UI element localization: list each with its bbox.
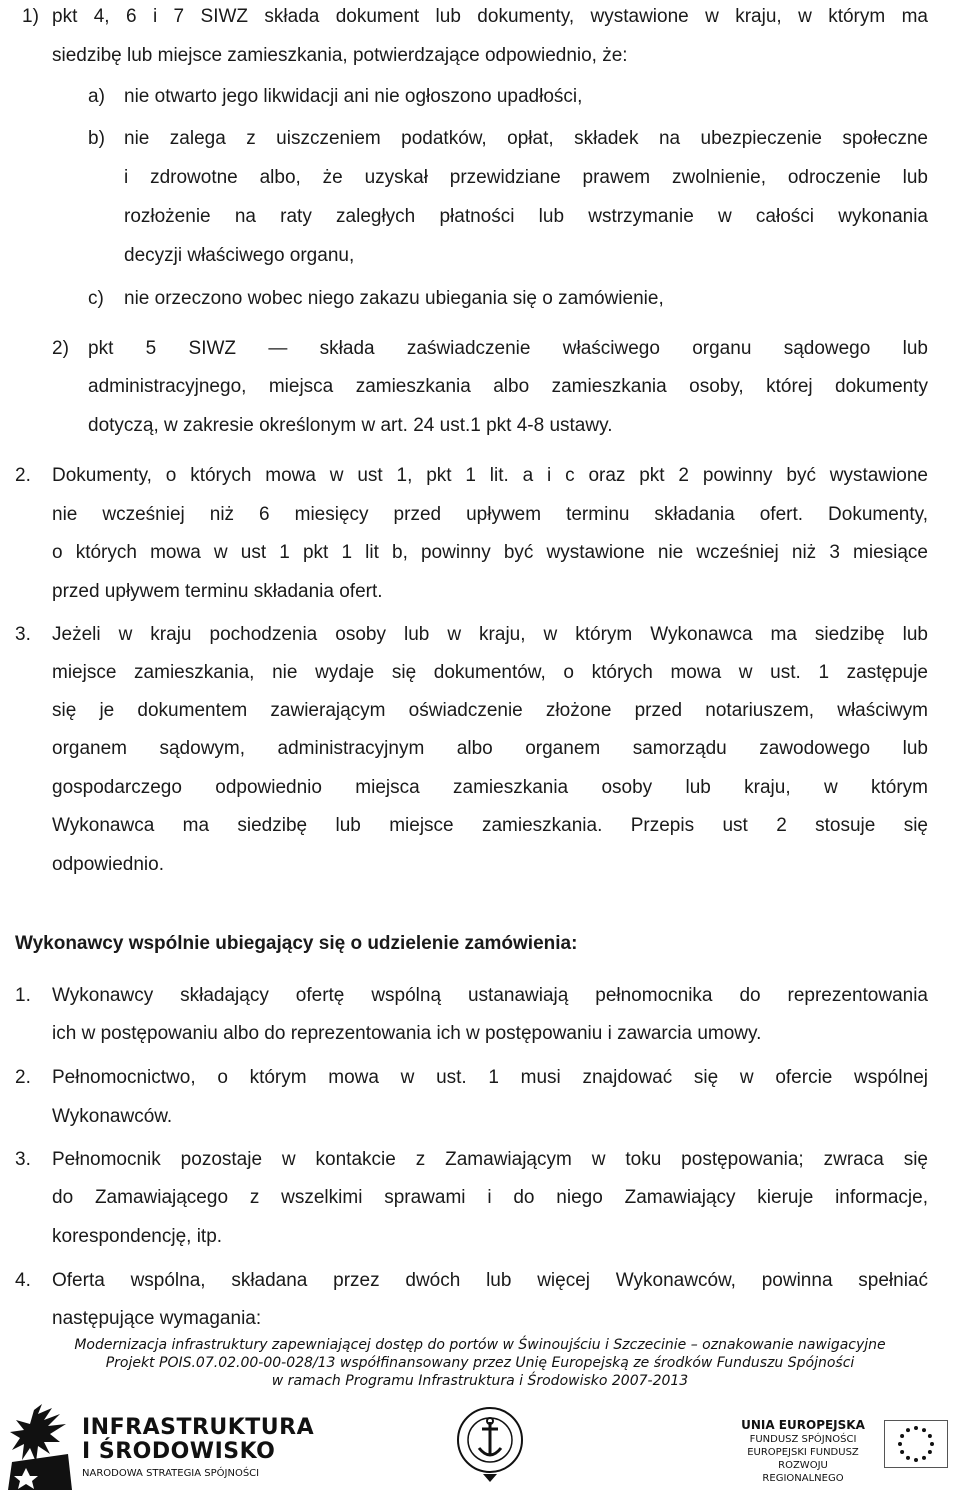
footer-line: Projekt POIS.07.02.00-00-028/13 współfinansowany przez Unię Europejską ze środków Funduszu Spójności: [105, 1355, 855, 1371]
text-line: Dokumenty, o których mowa w ust 1, pkt 1 lit. a i c oraz pkt 2 powinny być wystawione: [52, 465, 928, 486]
eu-logo: [724, 1416, 954, 1488]
text-line: gospodarczego odpowiednio miejsca zamieszkania osoby lub kraju, w którym: [52, 777, 928, 798]
footer-line: Modernizacja infrastruktury zapewniającej dostęp do portów w Świnoujściu i Szczecinie – oznakowanie nawigacyjne: [74, 1337, 886, 1353]
eu-star-icon: [898, 1442, 902, 1446]
logo-subtitle: I ŚRODOWISKO: [82, 1439, 276, 1464]
text-line: ich w postępowaniu albo do reprezentowania ich w postępowaniu i zawarcia umowy.: [52, 1023, 762, 1044]
item-number: 1): [22, 6, 39, 27]
eu-star-icon: [900, 1450, 904, 1454]
eu-star-icon: [928, 1434, 932, 1438]
eu-star-icon: [906, 1428, 910, 1432]
text-line: i zdrowotne albo, że uzyskał przewidziane prawem zwolnienie, odroczenie lub: [124, 167, 928, 188]
eu-fund-line: ROZWOJU REGIONALNEGO: [762, 1460, 844, 1484]
text-line: siedzibę lub miejsce zamieszkania, potwierdzające odpowiednio, że:: [52, 45, 628, 66]
text-line: administracyjnego, miejsca zamieszkania albo zamieszkania osoby, której dokumenty: [88, 376, 928, 397]
eu-star-icon: [922, 1428, 926, 1432]
paragraph-number: 4.: [15, 1270, 31, 1291]
eu-star-icon: [906, 1456, 910, 1460]
text-line: do Zamawiającego z wszelkimi sprawami i do niego Zamawiający kieruje informacje,: [52, 1187, 928, 1208]
text-line: decyzji właściwego organu,: [124, 245, 355, 266]
paragraph-number: 3.: [15, 624, 31, 645]
eu-star-icon: [900, 1434, 904, 1438]
text-line: Pełnomocnik pozostaje w kontakcie z Zamawiającym w toku postępowania; zwraca się: [52, 1149, 928, 1170]
eu-flag-icon: [884, 1420, 948, 1468]
paragraph-number: 3.: [15, 1149, 31, 1170]
eu-star-icon: [930, 1442, 934, 1446]
section-heading: Wykonawcy wspólnie ubiegający się o udzielenie zamówienia:: [15, 933, 578, 954]
text-line: pkt 4, 6 i 7 SIWZ składa dokument lub dokumenty, wystawione w kraju, w którym ma: [52, 6, 928, 27]
eu-fund-line: FUNDUSZ SPÓJNOŚCI: [749, 1434, 857, 1445]
item-number: 2): [52, 338, 69, 359]
eu-star-icon: [922, 1456, 926, 1460]
text-line: następujące wymagania:: [52, 1308, 262, 1329]
paragraph-number: 2.: [15, 465, 31, 486]
logo-title: INFRASTRUKTURA: [82, 1415, 315, 1440]
logo-tagline: NARODOWA STRATEGIA SPÓJNOŚCI: [82, 1468, 260, 1479]
text-line: Jeżeli w kraju pochodzenia osoby lub w kraju, w którym Wykonawca ma siedzibę lub: [52, 624, 928, 645]
text-line: nie orzeczono wobec niego zakazu ubiegania się o zamówienie,: [124, 288, 664, 309]
text-line: Oferta wspólna, składana przez dwóch lub więcej Wykonawców, powinna spełniać: [52, 1270, 928, 1291]
text-line: korespondencję, itp.: [52, 1226, 223, 1247]
sub-item-letter: c): [88, 288, 104, 309]
text-line: się je dokumentem zawierającym oświadczenie złożone przed notariuszem, właściwym: [52, 700, 928, 721]
text-line: nie otwarto jego likwidacji ani nie ogłoszono upadłości,: [124, 86, 583, 107]
text-line: rozłożenie na raty zaległych płatności lub wstrzymanie w całości wykonania: [124, 206, 928, 227]
anchor-seal-icon: [455, 1402, 525, 1484]
maritime-office-seal: [455, 1402, 525, 1484]
eu-fund-line: EUROPEJSKI FUNDUSZ: [747, 1447, 859, 1458]
text-line: Wykonawca ma siedzibę lub miejsce zamieszkania. Przepis ust 2 stosuje się: [52, 815, 928, 836]
text-line: Wykonawcy składający ofertę wspólną ustanawiają pełnomocnika do reprezentowania: [52, 985, 928, 1006]
sub-item-letter: a): [88, 86, 105, 107]
text-line: przed upływem terminu składania ofert.: [52, 581, 383, 602]
text-line: organem sądowym, administracyjnym albo organem samorządu zawodowego lub: [52, 738, 928, 759]
text-line: nie wcześniej niż 6 miesięcy przed upływem terminu składania ofert. Dokumenty,: [52, 504, 928, 525]
paragraph-number: 1.: [15, 985, 31, 1006]
paragraph-number: 2.: [15, 1067, 31, 1088]
text-line: Wykonawców.: [52, 1106, 173, 1127]
text-line: miejsce zamieszkania, nie wydaje się dokumentów, o których mowa w ust. 1 zastępuje: [52, 662, 928, 683]
text-line: Pełnomocnictwo, o którym mowa w ust. 1 musi znajdować się w ofercie wspólnej: [52, 1067, 928, 1088]
text-line: dotyczą, w zakresie określonym w art. 24 ust.1 pkt 4-8 ustawy.: [88, 415, 613, 436]
eu-star-icon: [914, 1458, 918, 1462]
text-line: nie zalega z uiszczeniem podatków, opłat, składek na ubezpieczenie społeczne: [124, 128, 928, 149]
text-line: odpowiednio.: [52, 854, 164, 875]
eu-star-icon: [914, 1426, 918, 1430]
sub-item-letter: b): [88, 128, 105, 149]
eu-title: UNIA EUROPEJSKA: [741, 1418, 865, 1432]
footer-line: w ramach Programu Infrastruktura i Środowisko 2007-2013: [271, 1373, 689, 1389]
infrastruktura-logo: [8, 1402, 315, 1490]
eu-star-icon: [928, 1450, 932, 1454]
flag-star-icon: [8, 1402, 78, 1490]
text-line: pkt 5 SIWZ — składa zaświadczenie właściwego organu sądowego lub: [88, 338, 928, 359]
text-line: o których mowa w ust 1 pkt 1 lit b, powinny być wystawione nie wcześniej niż 3 miesiące: [52, 542, 928, 563]
